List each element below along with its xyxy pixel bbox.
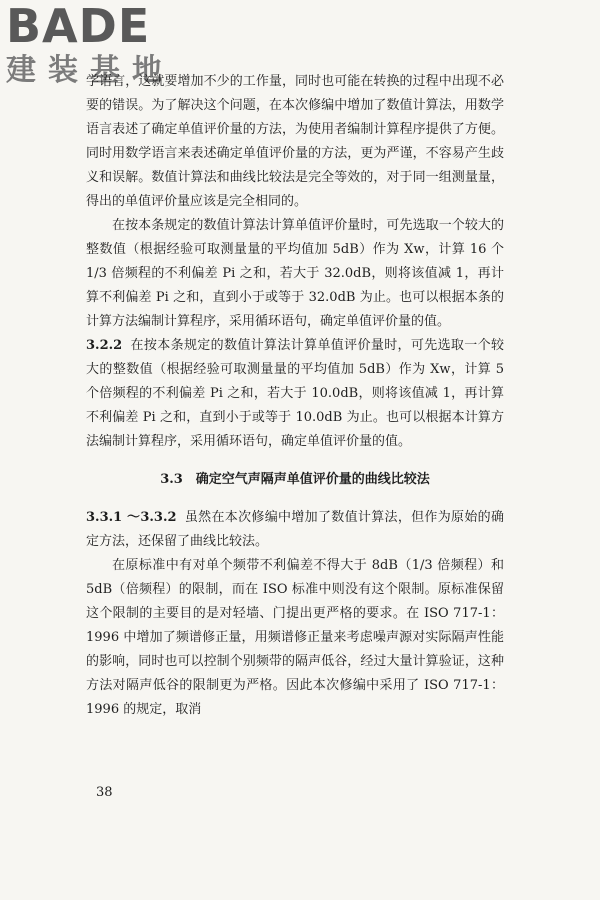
- clause-number: 3.3.1 ～3.3.2: [86, 510, 177, 525]
- page-body: [86, 70, 504, 722]
- paragraph-continued: 学语言，这就要增加不少的工作量，同时也可能在转换的过程中出现不必要的错误。为了解决这个问题，在本次修编中增加了数值计算法，用数学语言表述了确定单值评价量的方法，为使用者编制计算程序提供了方便。同时用数学语言来表述确定单值评价量的方法，更为严谨，不容易产生歧义和误解。数值计算法和曲线比较法是完全等效的，对于同一组测量量，得出的单值评价量应该是完全相同的。: [86, 74, 504, 209]
- paragraph-calculation-third-octave: 在按本条规定的数值计算法计算单值评价量时，可先选取一个较大的整数值（根据经验可取测量量的平均值加 5dB）作为 Xw，计算 16 个 1/3 倍频程的不利偏差 Pi 之和，若大于 32.0dB，则将该值减 1，再计算不利偏差 Pi 之和，直到小于或等于 32.0dB 为止。也可以根据本条的计算方法编制计算程序，采用循环语句，确定单值评价量的值。: [86, 218, 504, 329]
- watermark-subtitle: 建装基地: [6, 53, 174, 88]
- section-heading-3-3: 3.3 确定空气声隔声单值评价量的曲线比较法: [160, 472, 430, 487]
- clause-text: 在按本条规定的数值计算法计算单值评价量时，可先选取一个较大的整数值（根据经验可取测量量的平均值加 5dB）作为 Xw，计算 5 个倍频程的不利偏差 Pi 之和，若大于 10.0dB，则将该值减 1，再计算不利偏差 Pi 之和，直到小于或等于 10.0dB 为止。也可以根据本计算方法编制计算程序，采用循环语句，确定单值评价量的值。: [86, 338, 504, 449]
- watermark-brand: BADE: [6, 0, 151, 53]
- clause-3-3-1: [86, 506, 504, 554]
- paragraph-iso-limit: 在原标准中有对单个频带不利偏差不得大于 8dB（1/3 倍频程）和 5dB（倍频程）的限制，而在 ISO 标准中则没有这个限制。原标准保留这个限制的主要目的是对轻墙、门提出更严格的要求。在 ISO 717-1：1996 中增加了频谱修正量，用频谱修正量来考虑噪声源对实际隔声性能的影响，同时也可以控制个别频带的隔声低谷，经过大量计算验证，这种方法对隔声低谷的限制更为严格。因此本次修编中采用了 ISO 717-1：1996 的规定，取消: [86, 558, 504, 717]
- page-number: 38: [96, 785, 113, 800]
- clause-text: 虽然在本次修编中增加了数值计算法，但作为原始的确定方法，还保留了曲线比较法。: [86, 510, 504, 549]
- clause-3-2-2: [86, 334, 504, 454]
- clause-number: 3.2.2: [86, 338, 123, 353]
